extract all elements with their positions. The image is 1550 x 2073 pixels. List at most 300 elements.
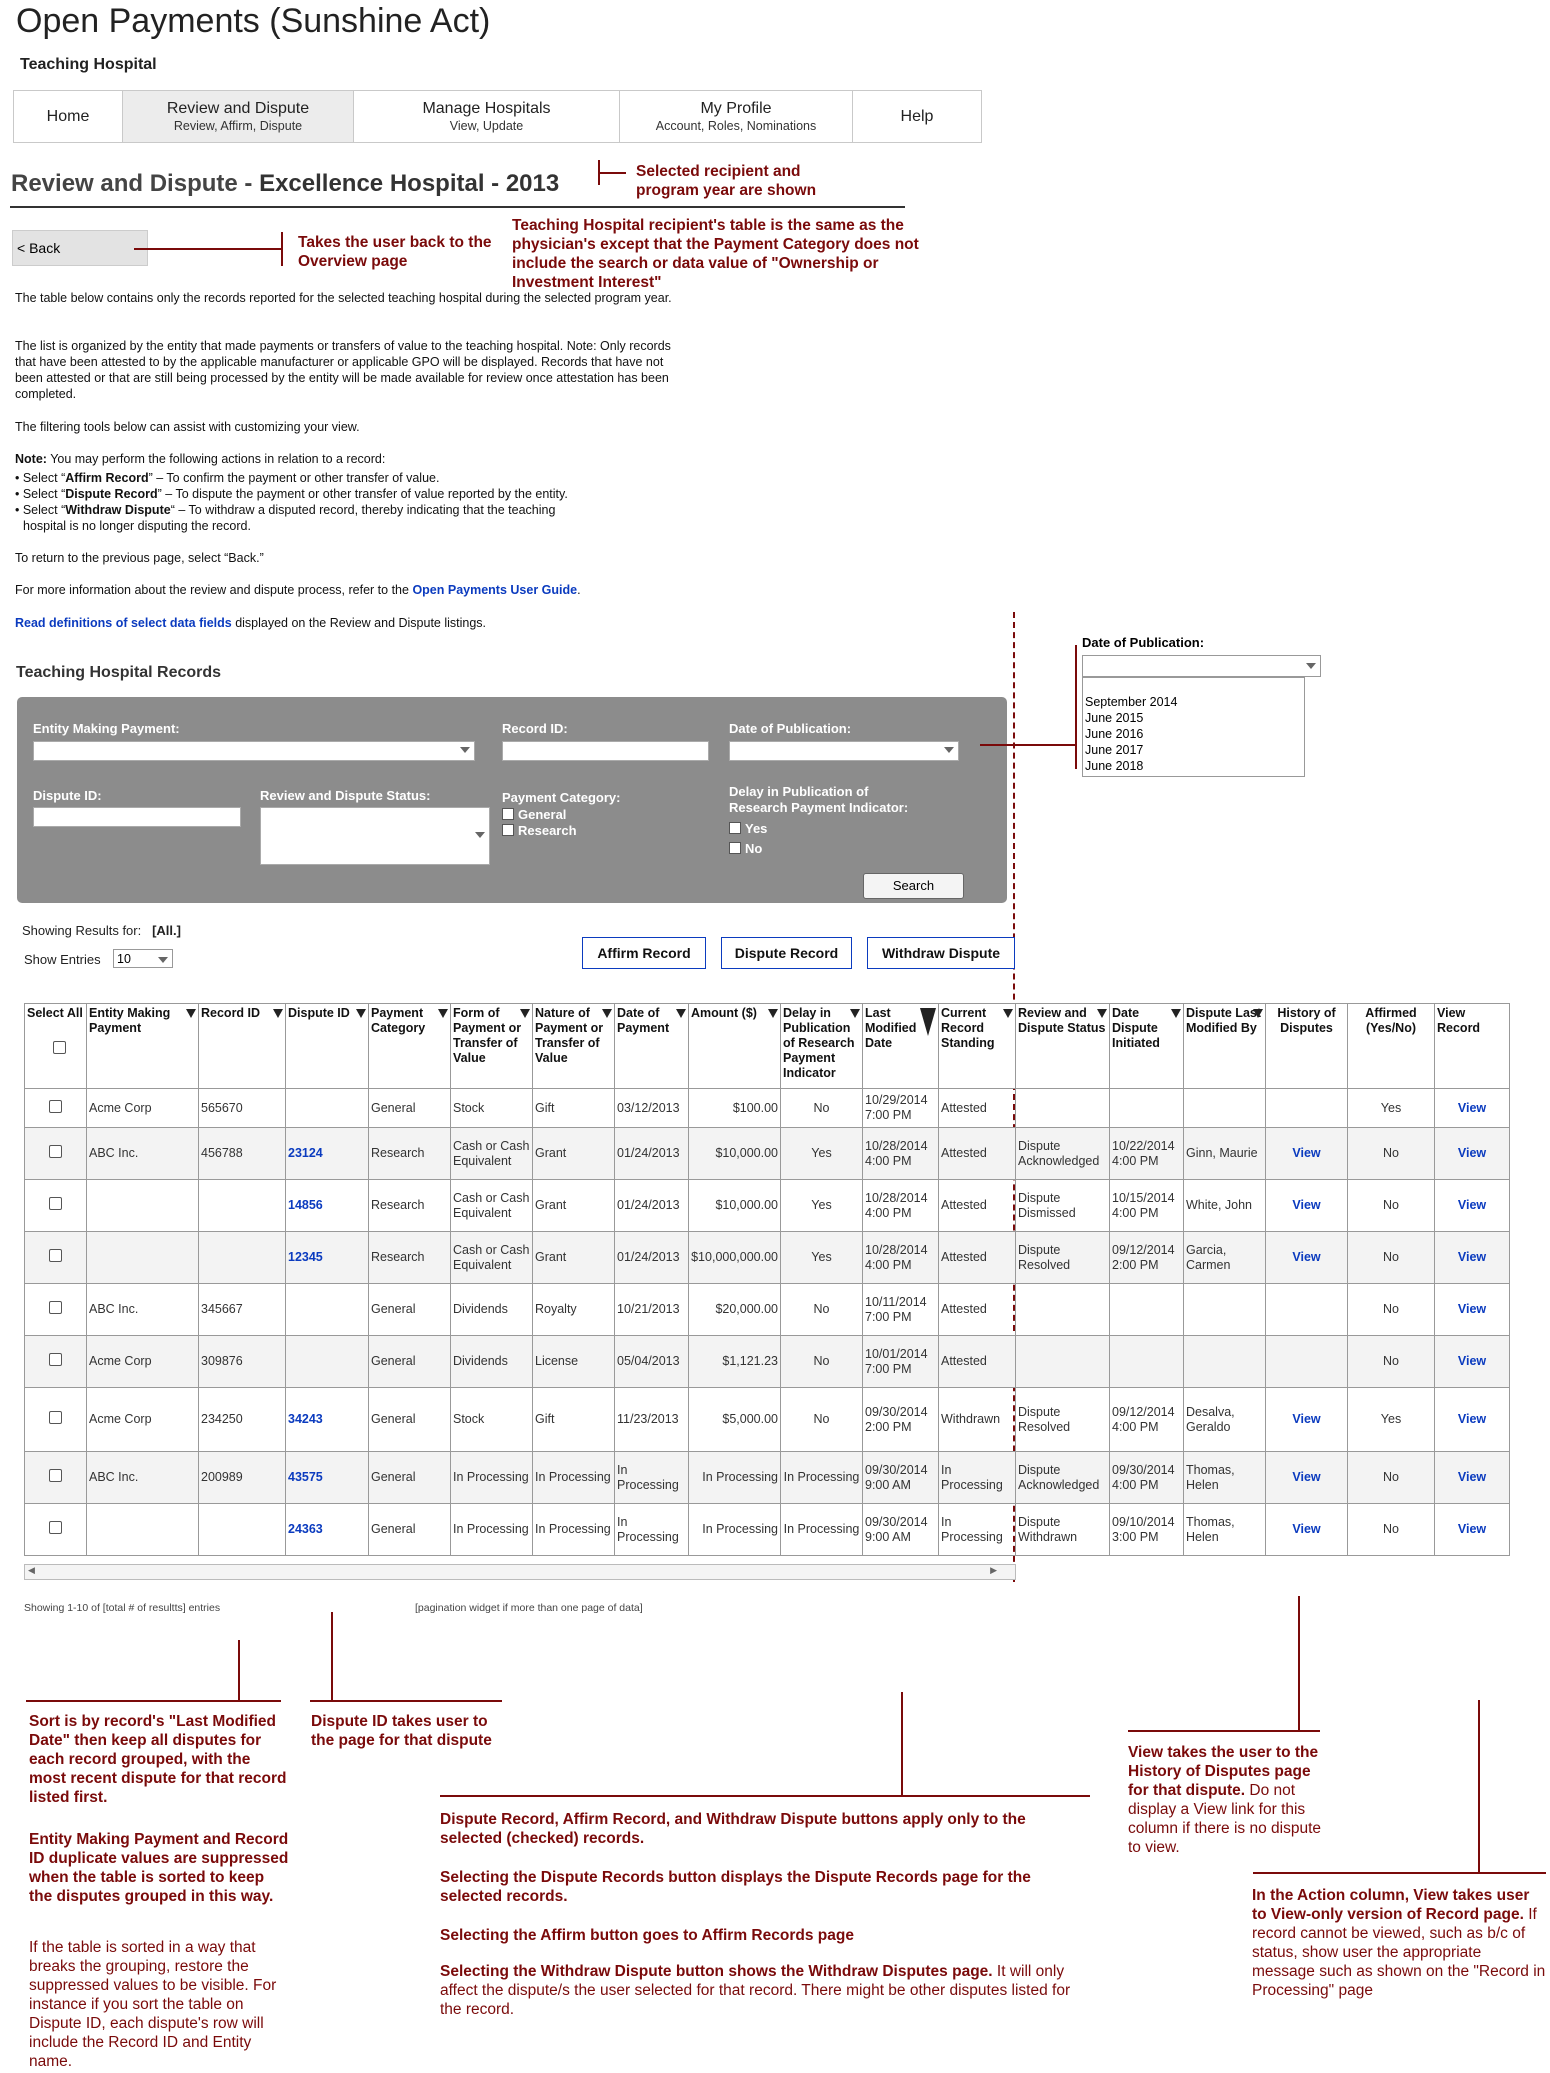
sort-active-icon[interactable]: [920, 1008, 936, 1036]
row-checkbox[interactable]: [49, 1521, 62, 1534]
row-checkbox[interactable]: [49, 1411, 62, 1424]
cell-nature-value: Grant: [535, 1250, 567, 1264]
col-last-modified[interactable]: [863, 1004, 939, 1089]
cell-modified: [863, 1284, 939, 1336]
cell-history: [1266, 1089, 1348, 1128]
cell-entity-value: Acme Corp: [89, 1412, 152, 1426]
sort-icon[interactable]: [1097, 1009, 1107, 1018]
col-label: Entity Making Payment: [89, 1006, 171, 1035]
cell-entity-value: ABC Inc.: [89, 1146, 139, 1160]
cell-initiated-value: 09/10/2014 3:00 PM: [1112, 1514, 1175, 1544]
cell-amount-value: $20,000.00: [715, 1302, 778, 1316]
pub-dropdown-select[interactable]: [1082, 655, 1321, 677]
affirm-record-button[interactable]: Affirm Record: [582, 937, 706, 969]
col-amount[interactable]: [689, 1004, 781, 1089]
record-view-link[interactable]: View: [1457, 1470, 1487, 1484]
cell-entity: [87, 1232, 199, 1284]
pub-option[interactable]: June 2016: [1085, 727, 1144, 741]
cell-amount-value: In Processing: [702, 1470, 778, 1484]
cell-standing-value: Attested: [941, 1198, 987, 1212]
cell-nature-value: In Processing: [535, 1470, 611, 1484]
cell-view: [1435, 1388, 1510, 1452]
cell-cat-value: General: [371, 1354, 416, 1368]
bullet-bold: Withdraw Dispute: [65, 503, 171, 517]
col-label: Last Modified Date: [865, 1006, 917, 1050]
nav-home-label: Home: [46, 107, 90, 125]
pub-option[interactable]: June 2017: [1085, 743, 1144, 757]
history-view-link[interactable]: View: [1292, 1250, 1321, 1264]
annotation-connector: [1253, 1872, 1546, 1874]
cell-date: [615, 1388, 689, 1452]
cell-affirmed: [1348, 1452, 1435, 1504]
cell-standing: [939, 1336, 1016, 1388]
nav-my-profile[interactable]: [620, 91, 853, 142]
dispute-id-link[interactable]: 24363: [288, 1522, 323, 1536]
chevron-down-icon: [460, 747, 470, 753]
cell-amount: [689, 1128, 781, 1180]
pub-option[interactable]: June 2015: [1085, 711, 1144, 725]
cell-delay: [781, 1452, 863, 1504]
cell-delay-value: No: [813, 1100, 830, 1115]
annotation-bracket: [281, 232, 283, 266]
col-form-payment[interactable]: [451, 1004, 533, 1089]
nav-review-dispute[interactable]: [123, 91, 354, 142]
cell-amount: [689, 1504, 781, 1556]
cell-dispute: [286, 1128, 369, 1180]
history-view-link[interactable]: View: [1292, 1146, 1321, 1160]
sort-icon[interactable]: [273, 1009, 283, 1018]
cell-cat: [369, 1284, 451, 1336]
cell-nature: [533, 1232, 615, 1284]
intro-paragraph-6: [15, 615, 675, 631]
checkbox-icon[interactable]: [53, 1041, 66, 1054]
sort-icon[interactable]: [602, 1009, 612, 1018]
nav-home[interactable]: [14, 91, 123, 142]
record-view-link[interactable]: View: [1457, 1354, 1487, 1368]
table-row: [25, 1128, 1510, 1180]
cell-amount: [689, 1284, 781, 1336]
cell-standing-value: Attested: [941, 1354, 987, 1368]
cell-by-value: Ginn, Maurie: [1186, 1146, 1258, 1160]
cell-delay: [781, 1504, 863, 1556]
col-label: Record ID: [201, 1006, 261, 1020]
cell-record: [199, 1284, 286, 1336]
cell-cat-value: General: [371, 1302, 416, 1316]
record-id-input[interactable]: [502, 741, 709, 761]
cell-status: [1016, 1388, 1110, 1452]
annotation-connector: [598, 172, 626, 174]
cell-affirmed: [1348, 1128, 1435, 1180]
cell-dispute: [286, 1388, 369, 1452]
category-research-checkbox[interactable]: [502, 823, 577, 838]
row-checkbox[interactable]: [49, 1469, 62, 1482]
cell-entity-value: ABC Inc.: [89, 1302, 139, 1316]
category-general-checkbox[interactable]: [502, 807, 566, 822]
cell-by: [1184, 1284, 1266, 1336]
cell-history: [1266, 1232, 1348, 1284]
cell-cat-value: Research: [371, 1250, 425, 1264]
cell-affirmed-value: No: [1383, 1522, 1399, 1536]
row-checkbox[interactable]: [49, 1249, 62, 1262]
cell-form: [451, 1452, 533, 1504]
record-view-link[interactable]: View: [1457, 1198, 1487, 1212]
cell-status-value: Dispute Dismissed: [1018, 1190, 1076, 1220]
cell-nature: [533, 1452, 615, 1504]
cell-by-value: Thomas, Helen: [1186, 1462, 1235, 1492]
cell-entity-value: Acme Corp: [89, 1100, 152, 1115]
cell-by-value: Thomas, Helen: [1186, 1514, 1235, 1544]
cell-status: [1016, 1128, 1110, 1180]
cell-standing-value: Withdrawn: [941, 1412, 1001, 1426]
cell-nature: [533, 1388, 615, 1452]
row-checkbox[interactable]: [49, 1145, 62, 1158]
cell-delay: [781, 1232, 863, 1284]
cell-delay: [781, 1128, 863, 1180]
row-checkbox[interactable]: [49, 1197, 62, 1210]
table-row: [25, 1452, 1510, 1504]
cell-entity: [87, 1089, 199, 1128]
nav-manage-hospitals-label: Manage Hospitals: [422, 100, 551, 117]
annotation-pointer: [1298, 1596, 1300, 1730]
cell-entity: [87, 1128, 199, 1180]
cell-standing-value: In Processing: [941, 1462, 1003, 1492]
chevron-down-icon: [158, 957, 168, 963]
record-view-link[interactable]: View: [1457, 1250, 1487, 1264]
sort-icon[interactable]: [1253, 1009, 1263, 1018]
action-norm: If record cannot be viewed, such as b/c of status, show user the appropriate message such as shown on the "Record in Processing" page: [1252, 1906, 1546, 1999]
record-view-link[interactable]: View: [1457, 1302, 1487, 1316]
payment-category-label: Payment Category:: [502, 790, 621, 805]
record-view-link[interactable]: View: [1457, 1412, 1487, 1426]
row-checkbox[interactable]: [49, 1100, 62, 1113]
cell-delay-value: No: [813, 1354, 830, 1368]
nav-review-dispute-label: Review and Dispute: [166, 100, 310, 117]
dispute-id-link[interactable]: 34243: [288, 1412, 323, 1426]
cell-cat: [369, 1336, 451, 1388]
cell-record-value: 565670: [201, 1100, 243, 1115]
bullet-bold: Affirm Record: [65, 471, 149, 485]
intro-bullet-withdraw: [15, 502, 675, 518]
cell-modified: [863, 1089, 939, 1128]
cell-amount: [689, 1336, 781, 1388]
cell-modified-value: 10/28/2014 4:00 PM: [865, 1138, 928, 1168]
annotation-connector: [134, 248, 282, 250]
cell-record: [199, 1388, 286, 1452]
user-guide-link[interactable]: Open Payments User Guide: [412, 583, 578, 597]
history-view-link[interactable]: View: [1292, 1522, 1321, 1536]
cell-modified: [863, 1336, 939, 1388]
cell-entity-value: ABC Inc.: [89, 1470, 139, 1484]
cell-affirmed: [1348, 1388, 1435, 1452]
cell-amount-value: $10,000.00: [715, 1198, 778, 1212]
cell-affirmed: [1348, 1336, 1435, 1388]
col-record-standing[interactable]: [939, 1004, 1016, 1089]
annotation-connector: [980, 744, 1076, 746]
intro-paragraph-5: [15, 582, 675, 598]
cell-nature: [533, 1089, 615, 1128]
intro-note: [15, 451, 675, 467]
p6-text: displayed on the Review and Dispute listings.: [231, 616, 487, 630]
heading-divider: [10, 206, 905, 208]
cell-by: [1184, 1180, 1266, 1232]
intro-bullet-withdraw-cont: hospital is no longer disputing the record.: [23, 519, 251, 533]
cell-history: [1266, 1128, 1348, 1180]
cell-modified-value: 10/29/2014 7:00 PM: [865, 1093, 928, 1122]
entity-select[interactable]: [33, 741, 475, 761]
cell-form-value: Cash or Cash Equivalent: [453, 1242, 530, 1272]
pub-option[interactable]: September 2014: [1085, 695, 1178, 709]
search-button[interactable]: Search: [863, 873, 964, 899]
cell-view: [1435, 1089, 1510, 1128]
cell-nature: [533, 1284, 615, 1336]
cell-nature: [533, 1128, 615, 1180]
history-view-link[interactable]: View: [1292, 1412, 1321, 1426]
cell-select: [25, 1284, 87, 1336]
cell-date: [615, 1452, 689, 1504]
cell-form-value: Cash or Cash Equivalent: [453, 1138, 530, 1168]
filter-panel: [17, 697, 1007, 903]
cell-delay: [781, 1388, 863, 1452]
sort-icon[interactable]: [676, 1009, 686, 1018]
checkbox-icon: [729, 842, 741, 854]
p5-text: For more information about the review and dispute process, refer to the: [15, 583, 413, 597]
cell-by-value: White, John: [1186, 1198, 1253, 1212]
sort-icon[interactable]: [520, 1009, 530, 1018]
date-pub-select[interactable]: [729, 741, 959, 761]
cell-amount-value: $100.00: [732, 1100, 778, 1115]
dispute-id-link[interactable]: 23124: [288, 1146, 323, 1160]
cell-affirmed-value: No: [1383, 1250, 1399, 1264]
annotation-selected-recipient: Selected recipient and program year are shown: [636, 163, 817, 199]
horizontal-scrollbar[interactable]: [24, 1564, 1016, 1580]
cell-status: [1016, 1180, 1110, 1232]
cell-cat: [369, 1388, 451, 1452]
cell-modified: [863, 1232, 939, 1284]
nav-manage-hospitals-sub: View, Update: [449, 119, 524, 133]
cell-form: [451, 1089, 533, 1128]
sort-icon[interactable]: [1171, 1009, 1181, 1018]
cell-amount-value: $10,000,000.00: [691, 1250, 778, 1264]
history-view-link[interactable]: View: [1292, 1470, 1321, 1484]
col-label: Nature of Payment or Transfer of Value: [535, 1006, 604, 1065]
entries-select[interactable]: [113, 949, 173, 968]
cell-cat-value: Research: [371, 1198, 425, 1212]
cell-by: [1184, 1504, 1266, 1556]
col-label: Dispute Last Modified By: [1186, 1006, 1262, 1035]
cell-date: [615, 1089, 689, 1128]
cell-initiated-value: 09/30/2014 4:00 PM: [1112, 1462, 1175, 1492]
cell-by: [1184, 1336, 1266, 1388]
sort-icon[interactable]: [356, 1009, 366, 1018]
cell-history: [1266, 1504, 1348, 1556]
cell-date-value: 01/24/2013: [617, 1198, 680, 1212]
cell-record: [199, 1504, 286, 1556]
cell-history: [1266, 1284, 1348, 1336]
annotation-affirm: Selecting the Affirm button goes to Affirm Records page: [440, 1927, 854, 1944]
nav-help-label: Help: [900, 107, 934, 125]
annotation-teaching-hospital: Teaching Hospital recipient's table is the same as the physician's except that the Payment Category does not include the search or data value of "Ownership or Investment Interest": [512, 217, 919, 291]
cell-initiated: [1110, 1336, 1184, 1388]
cell-cat-value: Research: [371, 1146, 425, 1160]
cell-date-value: 01/24/2013: [617, 1250, 680, 1264]
record-view-link[interactable]: View: [1457, 1100, 1487, 1115]
withdraw-bold: Selecting the Withdraw Dispute button shows the Withdraw Disputes page.: [440, 1963, 993, 1980]
cell-form: [451, 1180, 533, 1232]
intro-paragraph-3: The filtering tools below can assist with customizing your view.: [15, 420, 360, 434]
cell-dispute: [286, 1232, 369, 1284]
cell-status-value: Dispute Acknowledged: [1018, 1462, 1100, 1492]
record-view-link[interactable]: View: [1457, 1522, 1487, 1536]
cell-cat-value: General: [371, 1522, 416, 1536]
annotation-connector: [440, 1795, 1090, 1797]
cell-delay: [781, 1180, 863, 1232]
back-button[interactable]: [12, 230, 148, 266]
intro-paragraph-2: The list is organized by the entity that made payments or transfers of value to the teaching hospital. Note: Only records that have been attested to by the applicable manufacturer or applicable GPO will be displayed. Records that have not been attested or that are still being processed by the entity will be made available for review once attestation has been completed.: [15, 339, 671, 401]
dispute-id-input[interactable]: [33, 807, 241, 827]
cell-affirmed: [1348, 1180, 1435, 1232]
cell-amount: [689, 1452, 781, 1504]
cell-standing: [939, 1504, 1016, 1556]
cell-form-value: Stock: [453, 1412, 485, 1426]
col-dispute-status[interactable]: [1016, 1004, 1110, 1089]
cell-history: [1266, 1452, 1348, 1504]
table-header-row: [25, 1004, 1510, 1089]
cell-modified: [863, 1388, 939, 1452]
cell-delay-value: In Processing: [783, 1522, 860, 1536]
cell-record: [199, 1232, 286, 1284]
pub-dropdown-label: Date of Publication:: [1082, 635, 1205, 650]
cell-select: [25, 1089, 87, 1128]
sort-icon[interactable]: [438, 1009, 448, 1018]
category-research-label: Research: [518, 823, 577, 838]
scroll-left-icon[interactable]: ◀: [28, 1565, 35, 1575]
delay-no-checkbox[interactable]: [729, 841, 762, 856]
cell-initiated-value: 09/12/2014 4:00 PM: [1112, 1404, 1175, 1434]
cell-form-value: In Processing: [453, 1522, 529, 1536]
cell-affirmed-value: No: [1383, 1198, 1399, 1212]
row-checkbox[interactable]: [49, 1353, 62, 1366]
dispute-record-button[interactable]: Dispute Record: [721, 937, 852, 969]
row-checkbox[interactable]: [49, 1301, 62, 1314]
record-view-link[interactable]: View: [1457, 1146, 1487, 1160]
col-delay[interactable]: [781, 1004, 863, 1089]
cell-form: [451, 1128, 533, 1180]
annotation-withdraw: [440, 1962, 1080, 2019]
cell-entity: [87, 1388, 199, 1452]
col-select-all[interactable]: [25, 1004, 87, 1089]
col-record-id[interactable]: [199, 1004, 286, 1089]
cell-amount: [689, 1180, 781, 1232]
sort-icon[interactable]: [850, 1009, 860, 1018]
cell-initiated: [1110, 1504, 1184, 1556]
date-pub-label: Date of Publication:: [729, 721, 852, 736]
cell-entity: [87, 1284, 199, 1336]
cell-select: [25, 1232, 87, 1284]
cell-initiated: [1110, 1284, 1184, 1336]
nav-my-profile-label: My Profile: [700, 100, 772, 117]
cell-initiated: [1110, 1232, 1184, 1284]
annotation-back: Takes the user back to the Overview page: [298, 234, 492, 270]
col-nature-payment[interactable]: [533, 1004, 615, 1089]
scroll-right-icon[interactable]: ▶: [990, 1565, 997, 1575]
col-dispute-initiated[interactable]: [1110, 1004, 1184, 1089]
cell-cat: [369, 1452, 451, 1504]
cell-cat: [369, 1232, 451, 1284]
cell-standing: [939, 1089, 1016, 1128]
cell-by: [1184, 1452, 1266, 1504]
cell-date: [615, 1128, 689, 1180]
dispute-id-link[interactable]: 43575: [288, 1470, 323, 1484]
checkbox-icon: [502, 824, 514, 836]
cell-dispute: [286, 1336, 369, 1388]
top-navigation: [13, 90, 982, 143]
bullet-prefix: • Select “: [15, 487, 66, 501]
sort-icon[interactable]: [768, 1009, 778, 1018]
delay-label: Delay in Publication of Research Payment Indicator:: [729, 784, 909, 815]
col-date-payment[interactable]: [615, 1004, 689, 1089]
bullet-prefix: • Select “: [15, 503, 66, 517]
col-dispute-id[interactable]: [286, 1004, 369, 1089]
dispute-id-link[interactable]: 14856: [288, 1198, 323, 1212]
delay-yes-checkbox[interactable]: [729, 821, 767, 836]
col-label: Affirmed (Yes/No): [1365, 1006, 1417, 1035]
cell-modified-value: 10/01/2014 7:00 PM: [865, 1346, 928, 1376]
withdraw-dispute-button[interactable]: Withdraw Dispute: [867, 937, 1015, 969]
col-entity[interactable]: [87, 1004, 199, 1089]
pagination-placeholder: [pagination widget if more than one page of data]: [415, 1602, 643, 1614]
chevron-down-icon: [944, 747, 954, 753]
cell-modified: [863, 1504, 939, 1556]
cell-nature-value: Grant: [535, 1146, 567, 1160]
sort-icon[interactable]: [186, 1009, 196, 1018]
cell-form-value: Dividends: [453, 1354, 508, 1368]
definitions-link[interactable]: Read definitions of select data fields: [15, 616, 232, 630]
cell-view: [1435, 1336, 1510, 1388]
col-label: Date Dispute Initiated: [1112, 1006, 1160, 1050]
sort-icon[interactable]: [1003, 1009, 1013, 1018]
cell-initiated: [1110, 1128, 1184, 1180]
cell-affirmed-value: Yes: [1380, 1412, 1402, 1426]
cell-delay-value: Yes: [811, 1198, 832, 1212]
bullet-text: ” – To dispute the payment or other transfer of value reported by the entity.: [157, 487, 568, 501]
cell-initiated-value: 10/15/2014 4:00 PM: [1112, 1190, 1175, 1220]
cell-delay-value: Yes: [811, 1250, 832, 1264]
col-payment-category[interactable]: [369, 1004, 451, 1089]
cell-modified-value: 09/30/2014 2:00 PM: [865, 1404, 928, 1434]
cell-standing-value: Attested: [941, 1302, 987, 1316]
cell-date-value: 11/23/2013: [617, 1412, 679, 1426]
history-bold: View takes the user to the History of Disputes page for that dispute.: [1128, 1744, 1319, 1799]
col-affirmed: [1348, 1004, 1435, 1089]
nav-manage-hospitals[interactable]: [354, 91, 620, 142]
col-label: Date of Payment: [617, 1006, 670, 1035]
history-view-link[interactable]: View: [1292, 1198, 1321, 1212]
cell-form-value: In Processing: [453, 1470, 529, 1484]
pub-option[interactable]: June 2018: [1085, 759, 1144, 773]
cell-modified-value: 10/11/2014 7:00 PM: [865, 1294, 927, 1324]
page-heading-main: Excellence Hospital - 2013: [259, 170, 560, 197]
dispute-id-link[interactable]: 12345: [288, 1250, 323, 1264]
cell-status: [1016, 1089, 1110, 1128]
col-dispute-modified-by[interactable]: [1184, 1004, 1266, 1089]
nav-help[interactable]: [853, 91, 981, 142]
cell-standing-value: Attested: [941, 1146, 987, 1160]
status-select[interactable]: [260, 807, 490, 865]
intro-bullet-affirm: [15, 470, 675, 486]
cell-form: [451, 1388, 533, 1452]
cell-delay: [781, 1336, 863, 1388]
cell-affirmed-value: No: [1383, 1470, 1399, 1484]
